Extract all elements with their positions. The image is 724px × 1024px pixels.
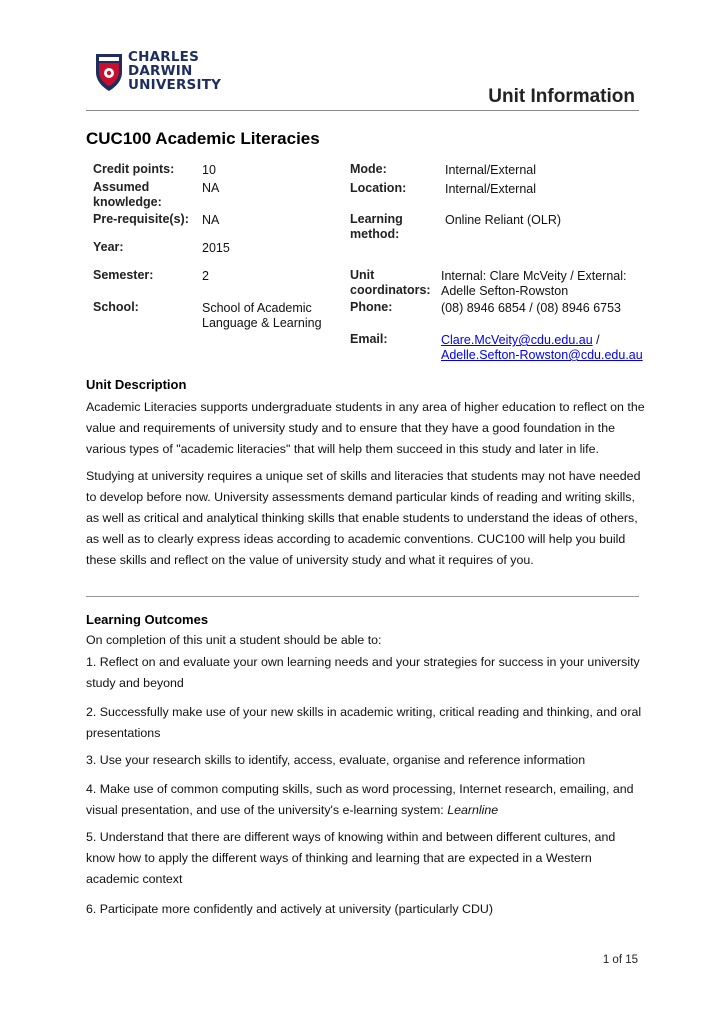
logo-line-2: DARWIN [128,63,193,79]
mode-value: Internal/External [445,163,537,177]
university-logo [94,50,244,98]
description-paragraph-1: Academic Literacies supports undergraduate students in any area of higher education to reflect on the value and requirements of university study and to ensure that they have a good foundation in the various types of "academic literacies" that will help them succeed in this study and later in life. [86,400,645,456]
unit-coordinators-value: Internal: Clare McVeity / External: Adelle Sefton-Rowston [441,269,627,298]
prerequisites-value: NA [202,213,220,227]
outcome-item-4-italic: Learnline [447,803,499,817]
outcome-item-4-text: 4. Make use of common computing skills, such as word processing, Internet research, emailing, and visual presentation, and use of the university's e-learning system: [86,782,634,817]
credit-points-value: 10 [202,163,216,177]
mode-label: Mode: [350,162,387,176]
learning-outcomes-heading: Learning Outcomes [86,612,209,627]
outcomes-intro: On completion of this unit a student should be able to: [86,633,382,647]
page-number: 1 of 15 [602,954,638,966]
header-divider [86,110,639,111]
email-link-clare[interactable]: Clare.McVeity@cdu.edu.au [441,333,593,347]
page-heading: Unit Information [488,86,635,107]
credit-points-label: Credit points: [93,162,175,176]
prerequisites-label: Pre-requisite(s): [93,212,189,226]
learning-method-label: Learning method: [350,212,403,241]
section-divider [86,596,639,597]
outcome-item-4 [86,779,646,821]
email-label: Email: [350,332,388,346]
location-value: Internal/External [445,182,537,196]
unit-description-heading: Unit Description [86,377,187,392]
outcome-item-5: 5. Understand that there are different ways of knowing within and between different cultures, and know how to apply the different ways of thinking and learning that are expected in a Western academic context [86,830,616,886]
logo-line-1: CHARLES [128,49,199,65]
logo-line-3: UNIVERSITY [128,77,222,93]
assumed-knowledge-label: Assumed knowledge: [93,180,162,209]
outcome-item-3: 3. Use your research skills to identify, access, evaluate, organise and reference information [86,753,586,767]
assumed-knowledge-value: NA [202,181,220,195]
outcome-item-1: 1. Reflect on and evaluate your own learning needs and your strategies for success in your university study and beyond [86,655,640,690]
description-paragraph-2: Studying at university requires a unique set of skills and literacies that students may not have needed to develop before now. University assessments demand particular kinds of reading and writing skills, as well as critical and analytical thinking skills that enable students to understand the ideas of others, as well as to clearly express ideas according to academic conventions. CUC100 will help you build these skills and reflect on the value of university study and what it requires of you. [86,469,641,567]
semester-label: Semester: [93,268,154,282]
unit-title: CUC100 Academic Literacies [86,129,320,148]
logo-text [128,50,221,92]
phone-label: Phone: [350,300,393,314]
outcome-item-6: 6. Participate more confidently and actively at university (particularly CDU) [86,902,493,916]
semester-value: 2 [202,269,209,283]
email-separator: / [592,333,600,347]
phone-value: (08) 8946 6854 / (08) 8946 6753 [441,301,621,315]
shield-crest-icon [94,52,124,92]
unit-coordinators-label: Unit coordinators: [350,268,431,297]
email-link-adelle[interactable]: Adelle.Sefton-Rowston@cdu.edu.au [441,348,643,362]
school-label: School: [93,300,139,314]
email-value [441,333,651,363]
school-value: School of Academic Language & Learning [202,301,322,330]
location-label: Location: [350,181,407,195]
outcome-item-2: 2. Successfully make use of your new skills in academic writing, critical reading and thinking, and oral presentations [86,705,642,740]
year-label: Year: [93,240,124,254]
learning-method-value: Online Reliant (OLR) [445,213,562,227]
year-value: 2015 [202,241,230,255]
